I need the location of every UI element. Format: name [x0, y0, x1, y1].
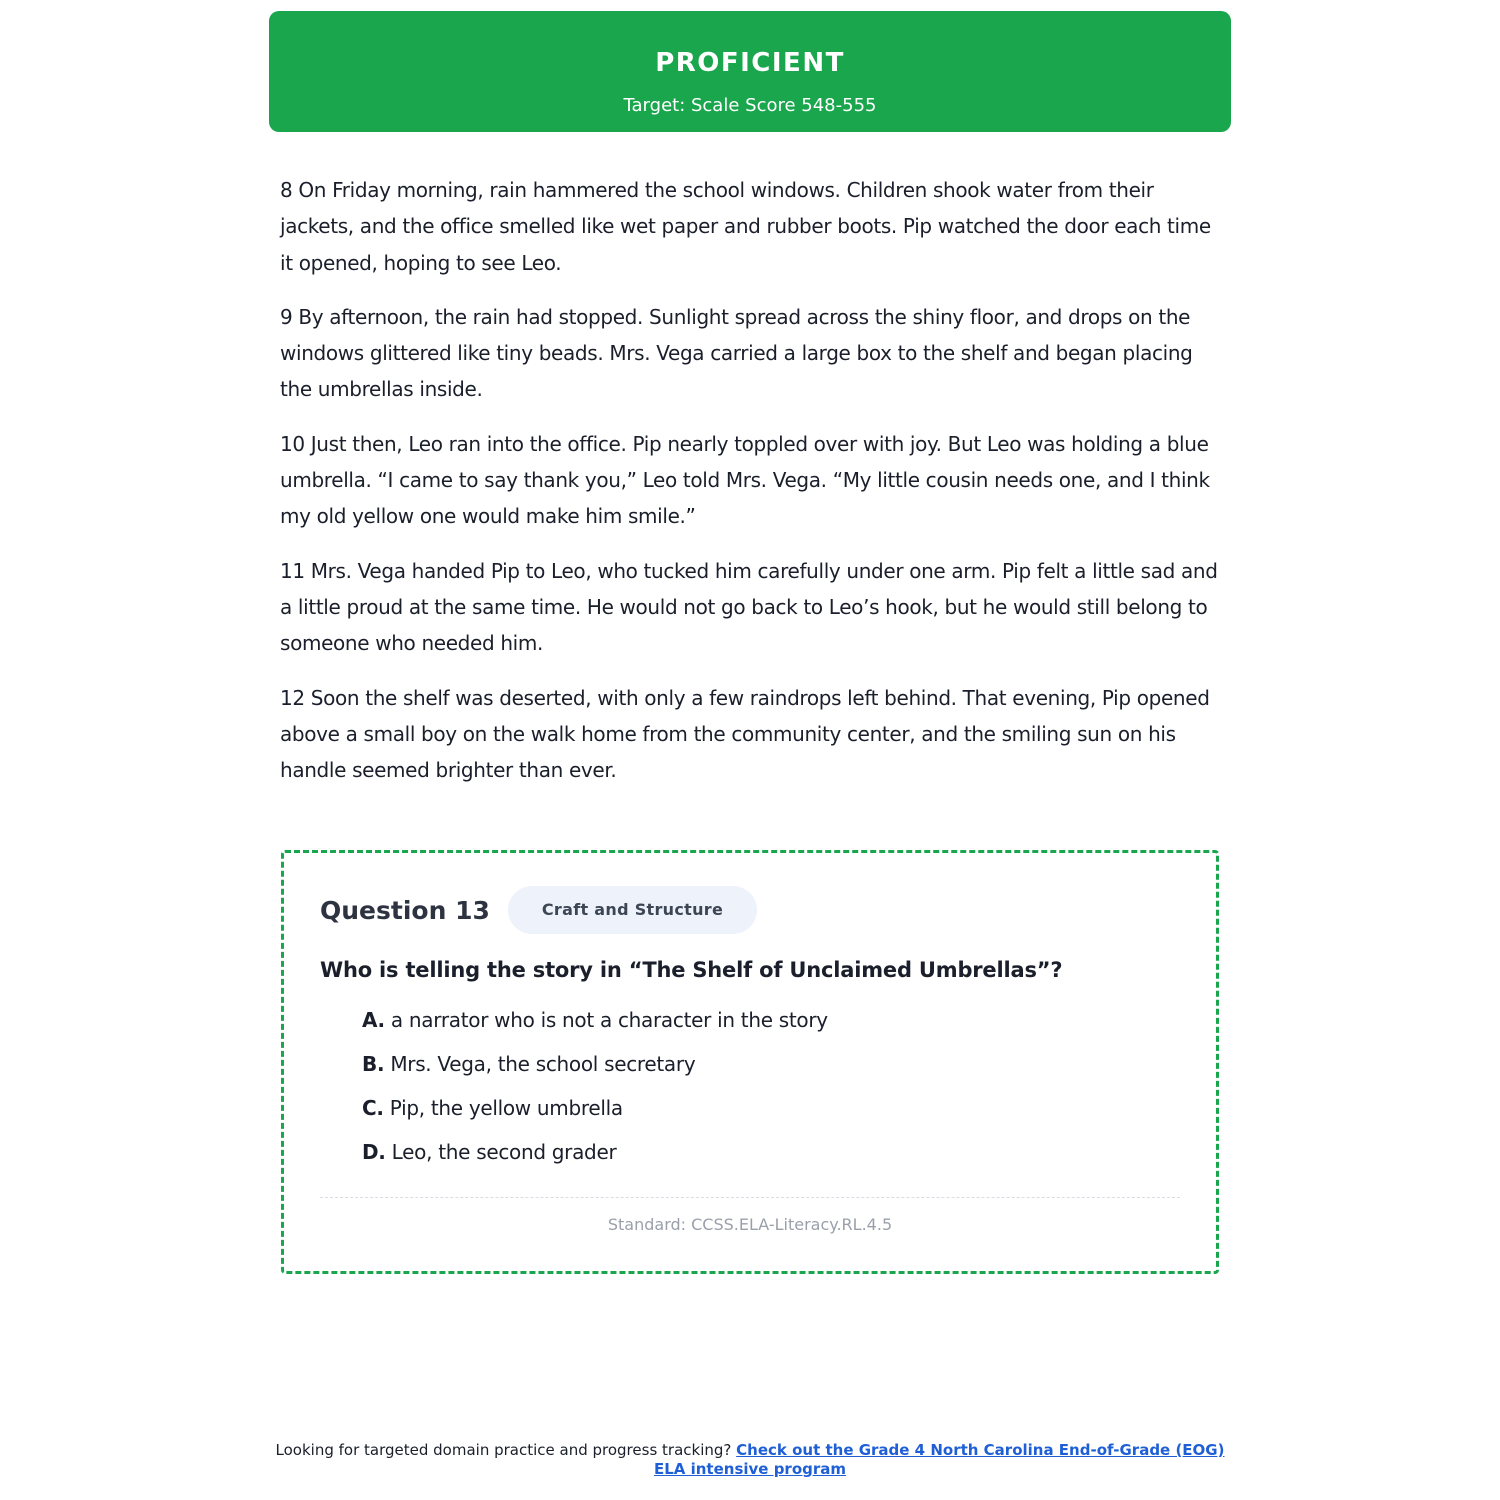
option-text: a narrator who is not a character in the story: [390, 1008, 828, 1032]
domain-tag: Craft and Structure: [508, 886, 757, 934]
target-score: Target: Scale Score 548-555: [623, 95, 877, 116]
option-letter: B.: [362, 1052, 385, 1076]
reading-passage: [280, 172, 1220, 806]
standard-label: Standard: CCSS.ELA-Literacy.RL.4.5: [607, 1215, 893, 1234]
question-number: Question 13: [320, 895, 490, 925]
answer-option-a[interactable]: [362, 1005, 828, 1049]
question-card: [281, 850, 1219, 1274]
answer-option-d[interactable]: [362, 1137, 828, 1181]
level-title: PROFICIENT: [655, 48, 845, 78]
passage-paragraph: 10 Just then, Leo ran into the office. Pip nearly toppled over with joy. But Leo was holding a blue umbrella. “I came to say thank you,” Leo told Mrs. Vega. “My little cousin needs one, and I think my old yellow one would make him smile.”: [280, 431, 1210, 529]
footer: [270, 1441, 1230, 1479]
option-text: Mrs. Vega, the school secretary: [390, 1052, 696, 1076]
option-text: Pip, the yellow umbrella: [389, 1096, 623, 1120]
option-letter: C.: [362, 1096, 384, 1120]
question-prompt: Who is telling the story in “The Shelf of Unclaimed Umbrellas”?: [320, 958, 1063, 982]
passage-paragraph: 12 Soon the shelf was deserted, with only a few raindrops left behind. That evening, Pip opened above a small boy on the walk home from the community center, and the smiling sun on his handle seemed brighter than ever.: [280, 685, 1210, 783]
answer-option-c[interactable]: [362, 1093, 828, 1137]
program-link[interactable]: Check out the Grade 4 North Carolina End-of-Grade (EOG) ELA intensive program: [653, 1441, 1225, 1478]
footer-text: Looking for targeted domain practice and progress tracking?: [275, 1441, 732, 1459]
passage-paragraph: 8 On Friday morning, rain hammered the school windows. Children shook water from their jackets, and the office smelled like wet paper and rubber boots. Pip watched the door each time it opened, hoping to see Leo.: [280, 178, 1211, 275]
option-letter: D.: [362, 1140, 386, 1164]
passage-paragraph: 9 By afternoon, the rain had stopped. Sunlight spread across the shiny floor, and drops on the windows glittered like tiny beads. Mrs. Vega carried a large box to the shelf and began placing the umbrellas inside.: [280, 304, 1193, 402]
question-header: [320, 885, 757, 935]
divider: [320, 1197, 1180, 1198]
option-text: Leo, the second grader: [391, 1140, 617, 1164]
passage-paragraph: 11 Mrs. Vega handed Pip to Leo, who tucked him carefully under one arm. Pip felt a little sad and a little proud at the same time. He would not go back to Leo’s hook, but he would still belong to someone who needed him.: [280, 558, 1218, 656]
answer-option-b[interactable]: [362, 1049, 828, 1093]
option-letter: A.: [362, 1008, 385, 1032]
answer-options: [362, 1005, 828, 1181]
level-banner: [269, 11, 1231, 132]
